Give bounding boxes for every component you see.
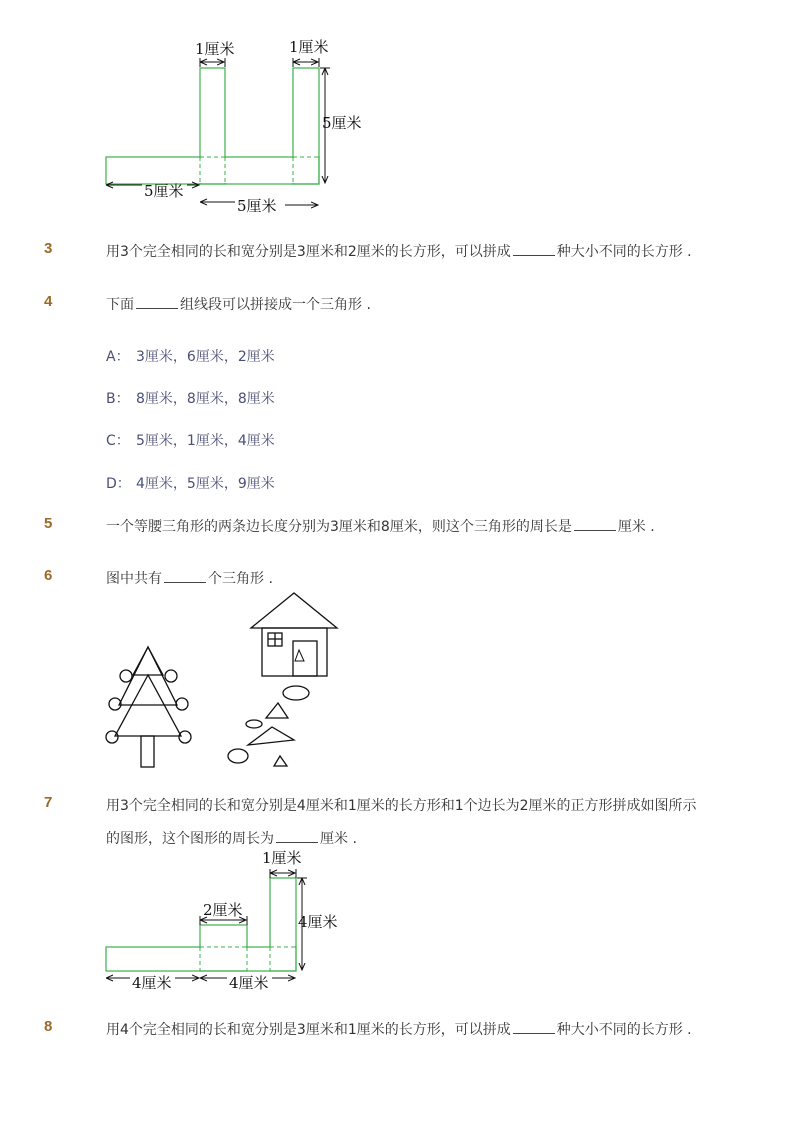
answer-blank[interactable] bbox=[136, 296, 178, 309]
question-number: 7 bbox=[44, 794, 53, 811]
question-text-before: 下面 bbox=[106, 297, 134, 313]
option-label: A： bbox=[106, 349, 130, 365]
option-text: 3厘米，6厘米，2厘米 bbox=[136, 349, 275, 365]
answer-blank[interactable] bbox=[276, 830, 318, 843]
dim-square: 2厘米 bbox=[203, 901, 243, 919]
dim-base-right: 4厘米 bbox=[229, 974, 269, 992]
tree-and-house-figure bbox=[95, 585, 355, 775]
dim-width-right: 1厘米 bbox=[289, 38, 329, 56]
dim-base-right: 5厘米 bbox=[237, 197, 277, 215]
question-text-after: 厘米 . bbox=[617, 519, 655, 535]
option-label: B： bbox=[106, 391, 130, 407]
option-label: C： bbox=[106, 433, 130, 449]
tree-figure bbox=[106, 647, 191, 767]
question-number: 5 bbox=[44, 515, 53, 532]
answer-blank[interactable] bbox=[164, 570, 206, 583]
rectangle-figure-top bbox=[90, 30, 390, 220]
question-text-before: 用4个完全相同的长和宽分别是3厘米和1厘米的长方形，可以拼成 bbox=[106, 1022, 511, 1038]
scattered-shapes bbox=[228, 686, 309, 766]
option-label: D： bbox=[106, 476, 131, 492]
question-text-before: 的图形，这个图形的周长为 bbox=[106, 831, 274, 847]
vertical-rectangle-left bbox=[200, 68, 225, 184]
option-d[interactable] bbox=[106, 473, 275, 493]
dim-width: 1厘米 bbox=[262, 849, 302, 867]
question-text-before: 一个等腰三角形的两条边长度分别为3厘米和8厘米，则这个三角形的周长是 bbox=[106, 519, 572, 535]
question-text-after: 组线段可以拼接成一个三角形 . bbox=[180, 297, 371, 313]
question-text-after: 厘米 . bbox=[320, 831, 357, 847]
dim-width-left: 1厘米 bbox=[195, 40, 235, 58]
house-figure bbox=[251, 593, 337, 676]
option-text: 5厘米，1厘米，4厘米 bbox=[136, 433, 275, 449]
question-text bbox=[106, 294, 371, 314]
dim-height: 4厘米 bbox=[298, 913, 338, 931]
dim-base-left: 4厘米 bbox=[132, 974, 172, 992]
answer-blank[interactable] bbox=[574, 518, 616, 531]
option-text: 8厘米，8厘米，8厘米 bbox=[136, 391, 275, 407]
question-number: 6 bbox=[44, 567, 53, 584]
dim-base-left: 5厘米 bbox=[144, 182, 184, 200]
question-text-after: 种大小不同的长方形 . bbox=[556, 244, 692, 260]
option-b[interactable] bbox=[106, 388, 275, 408]
question-text bbox=[106, 516, 655, 536]
question-number: 4 bbox=[44, 293, 53, 310]
question-text-line1: 用3个完全相同的长和宽分别是4厘米和1厘米的长方形和1个边长为2厘米的正方形拼成如图所示 bbox=[106, 798, 697, 814]
option-c[interactable] bbox=[106, 430, 275, 450]
base-rectangle bbox=[106, 157, 319, 184]
question-number: 8 bbox=[44, 1018, 53, 1035]
question-text-after: 种大小不同的长方形 . bbox=[556, 1022, 692, 1038]
option-a[interactable] bbox=[106, 346, 275, 366]
question-number: 3 bbox=[44, 240, 53, 257]
question-text bbox=[106, 1019, 692, 1039]
question-text-before: 图中共有 bbox=[106, 571, 162, 587]
answer-blank[interactable] bbox=[513, 243, 555, 256]
question-text bbox=[106, 241, 692, 261]
question-text-before: 用3个完全相同的长和宽分别是3厘米和2厘米的长方形，可以拼成 bbox=[106, 244, 511, 260]
question-text-after: 个三角形 . bbox=[208, 571, 273, 587]
rectangle-figure-q7 bbox=[90, 845, 360, 995]
dim-height: 5厘米 bbox=[322, 114, 362, 132]
option-text: 4厘米，5厘米，9厘米 bbox=[136, 476, 275, 492]
vertical-rectangle-right bbox=[293, 68, 319, 184]
answer-blank[interactable] bbox=[513, 1021, 555, 1034]
